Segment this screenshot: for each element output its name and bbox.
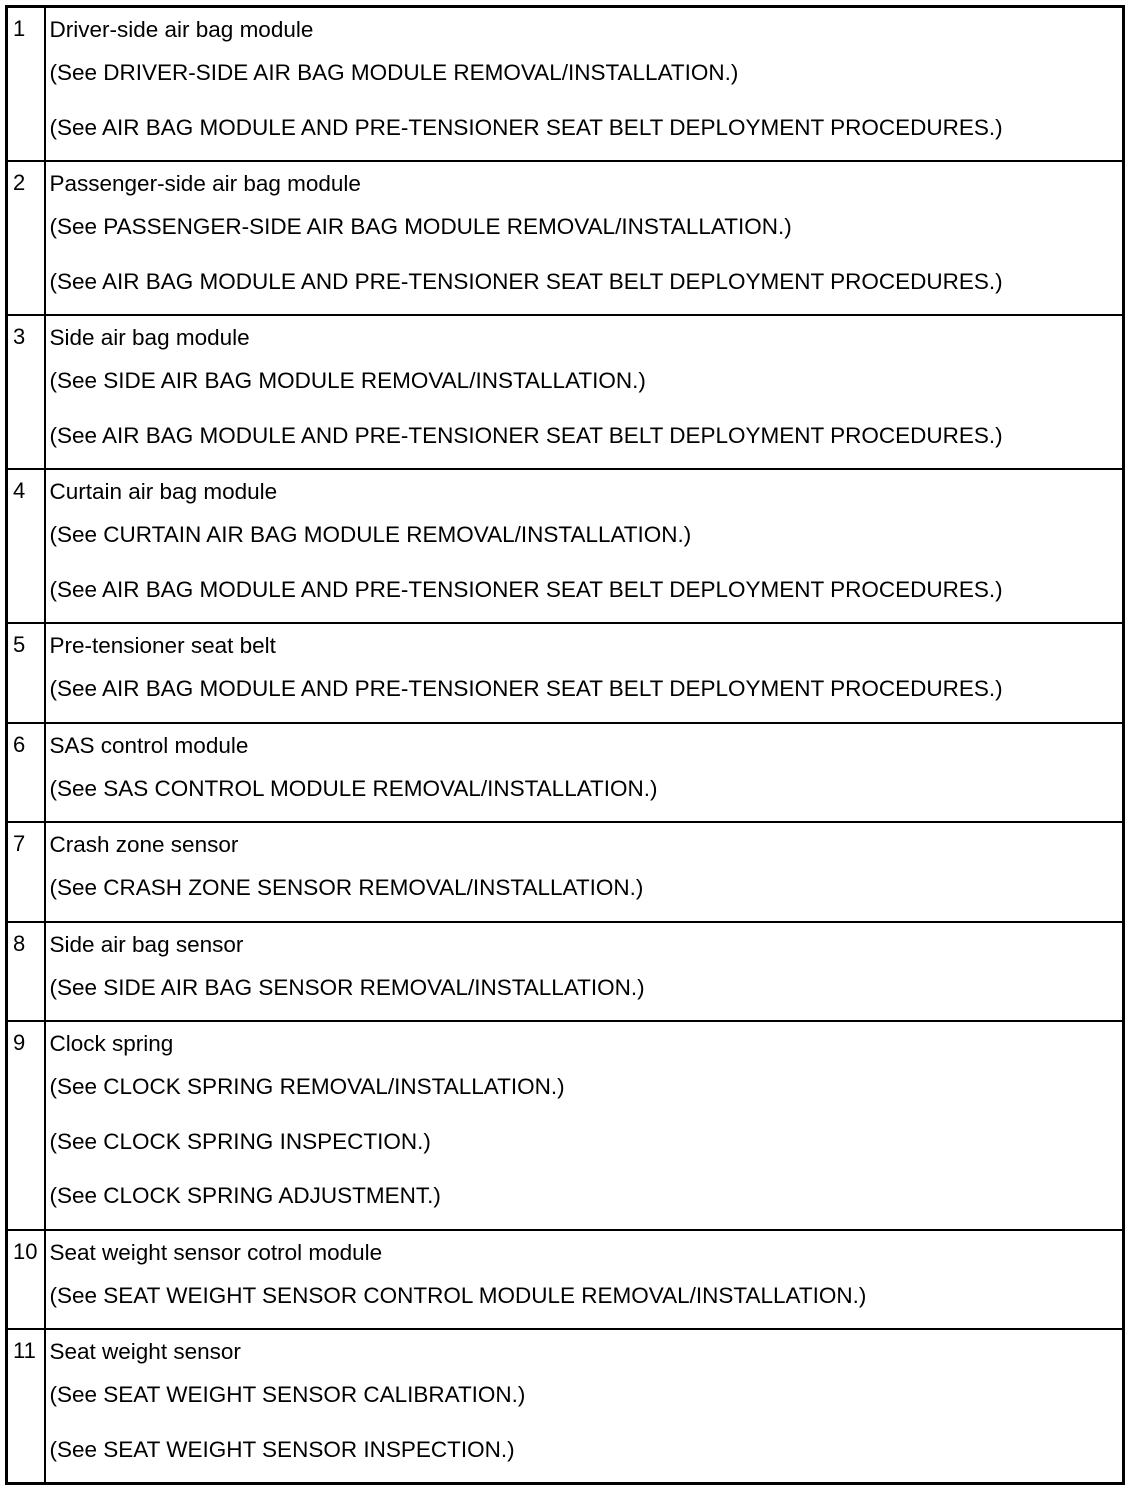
- table-row: [7, 161, 1124, 315]
- row-description: [45, 723, 1124, 823]
- component-name: Side air bag sensor: [49, 931, 244, 957]
- procedure-reference: (See CRASH ZONE SENSOR REMOVAL/INSTALLATION.): [49, 875, 644, 900]
- procedure-reference: (See AIR BAG MODULE AND PRE-TENSIONER SEAT BELT DEPLOYMENT PROCEDURES.): [49, 576, 1003, 602]
- procedure-reference: (See CLOCK SPRING ADJUSTMENT.): [49, 1183, 441, 1208]
- procedure-reference: (See SIDE AIR BAG MODULE REMOVAL/INSTALLATION.): [49, 368, 646, 393]
- table-row: [7, 469, 1124, 623]
- row-description: [45, 822, 1124, 922]
- procedure-reference: (See PASSENGER-SIDE AIR BAG MODULE REMOVAL/INSTALLATION.): [49, 214, 792, 239]
- table-row: [7, 623, 1124, 723]
- procedure-reference: (See AIR BAG MODULE AND PRE-TENSIONER SEAT BELT DEPLOYMENT PROCEDURES.): [49, 422, 1003, 448]
- row-number: 5: [7, 623, 45, 723]
- row-description: [45, 315, 1124, 469]
- procedure-reference: (See DRIVER-SIDE AIR BAG MODULE REMOVAL/INSTALLATION.): [49, 60, 739, 85]
- procedure-reference: (See SAS CONTROL MODULE REMOVAL/INSTALLATION.): [49, 775, 658, 801]
- row-number: 2: [7, 161, 45, 315]
- row-number: 4: [7, 469, 45, 623]
- row-description: [45, 623, 1124, 723]
- component-name: Passenger-side air bag module: [49, 171, 361, 196]
- component-name: Side air bag module: [49, 325, 250, 350]
- component-name: Driver-side air bag module: [49, 17, 314, 42]
- table-row: [7, 723, 1124, 823]
- row-number: 3: [7, 315, 45, 469]
- procedure-reference: (See SEAT WEIGHT SENSOR CALIBRATION.): [49, 1382, 526, 1407]
- procedure-reference: (See SIDE AIR BAG SENSOR REMOVAL/INSTALLATION.): [49, 974, 645, 1000]
- table-row: [7, 1329, 1124, 1484]
- row-description: [45, 1021, 1124, 1230]
- procedure-reference: (See CLOCK SPRING INSPECTION.): [49, 1128, 431, 1154]
- procedure-reference: (See AIR BAG MODULE AND PRE-TENSIONER SEAT BELT DEPLOYMENT PROCEDURES.): [49, 676, 1003, 701]
- table-row: [7, 1021, 1124, 1230]
- row-number: 11: [7, 1329, 45, 1484]
- row-number: 9: [7, 1021, 45, 1230]
- row-number: 6: [7, 723, 45, 823]
- row-number: 1: [7, 7, 45, 162]
- procedure-reference: (See CURTAIN AIR BAG MODULE REMOVAL/INSTALLATION.): [49, 522, 692, 547]
- table-row: [7, 315, 1124, 469]
- procedure-reference: (See SEAT WEIGHT SENSOR INSPECTION.): [49, 1436, 515, 1462]
- row-description: [45, 469, 1124, 623]
- procedure-reference: (See CLOCK SPRING REMOVAL/INSTALLATION.): [49, 1074, 565, 1099]
- procedure-reference: (See AIR BAG MODULE AND PRE-TENSIONER SEAT BELT DEPLOYMENT PROCEDURES.): [49, 268, 1003, 294]
- component-reference-table: [5, 5, 1125, 1485]
- table-body: [7, 7, 1124, 1484]
- row-description: [45, 7, 1124, 162]
- procedure-reference: (See AIR BAG MODULE AND PRE-TENSIONER SEAT BELT DEPLOYMENT PROCEDURES.): [49, 114, 1003, 140]
- row-number: 7: [7, 822, 45, 922]
- procedure-reference: (See SEAT WEIGHT SENSOR CONTROL MODULE REMOVAL/INSTALLATION.): [49, 1282, 867, 1308]
- row-description: [45, 922, 1124, 1022]
- component-name: Crash zone sensor: [49, 832, 239, 857]
- component-name: SAS control module: [49, 732, 249, 758]
- row-number: 10: [7, 1230, 45, 1330]
- row-number: 8: [7, 922, 45, 1022]
- component-name: Pre-tensioner seat belt: [49, 633, 276, 658]
- component-name: Seat weight sensor: [49, 1339, 241, 1364]
- table-row: [7, 7, 1124, 162]
- component-name: Curtain air bag module: [49, 479, 278, 504]
- table-row: [7, 922, 1124, 1022]
- table-row: [7, 1230, 1124, 1330]
- row-description: [45, 161, 1124, 315]
- component-name: Seat weight sensor cotrol module: [49, 1239, 383, 1265]
- row-description: [45, 1230, 1124, 1330]
- row-description: [45, 1329, 1124, 1484]
- component-name: Clock spring: [49, 1031, 174, 1056]
- table-row: [7, 822, 1124, 922]
